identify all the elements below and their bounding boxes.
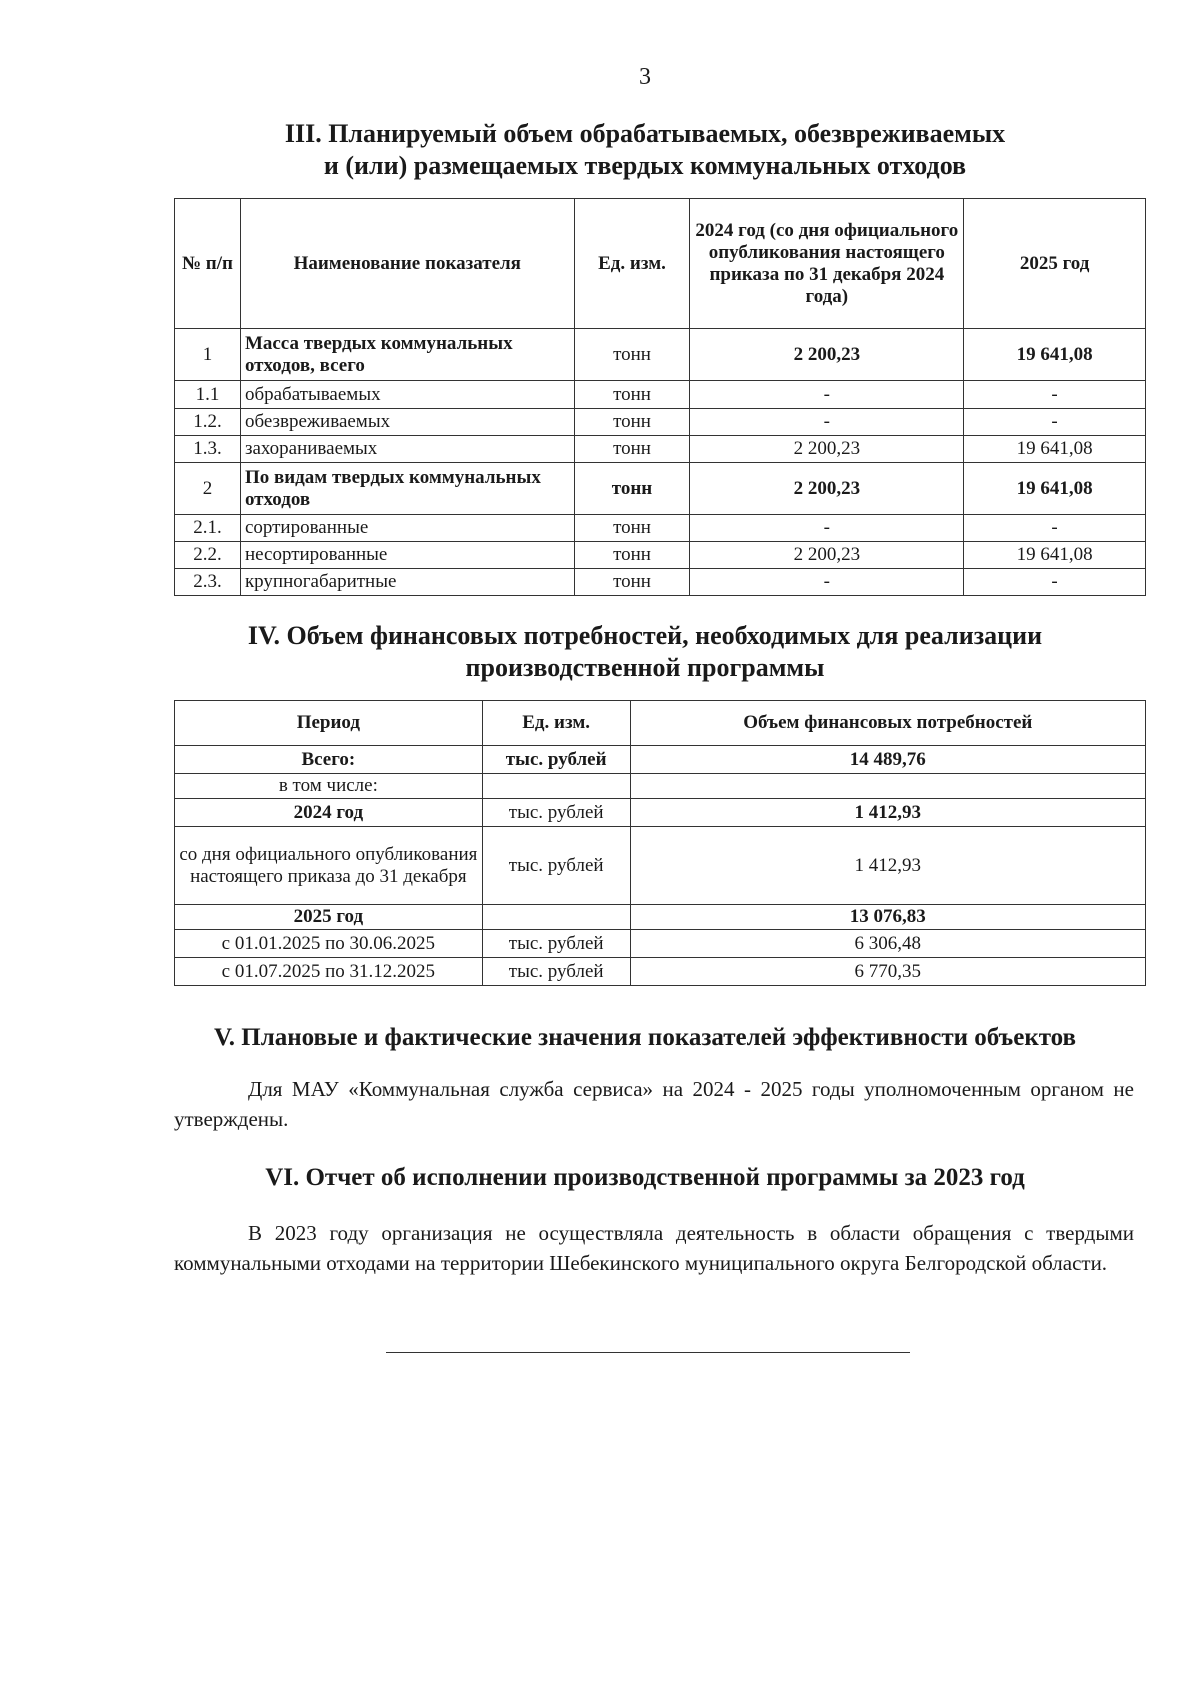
row-volume: 14 489,76 (630, 746, 1145, 774)
row-num: 1.2. (175, 409, 241, 436)
table-row (175, 746, 1146, 774)
row-unit: тонн (574, 542, 690, 569)
row-unit (482, 905, 630, 930)
table-header-row (175, 701, 1146, 746)
table-row (175, 774, 1146, 799)
row-period: 2025 год (175, 905, 483, 930)
row-period: с 01.01.2025 по 30.06.2025 (175, 930, 483, 958)
row-unit: тонн (574, 463, 690, 515)
row-name: Масса твердых коммунальных отходов, всего (240, 329, 574, 381)
table-row (175, 436, 1146, 463)
section5-title: V. Плановые и фактические значения показателей эффективности объектов (213, 1024, 1077, 1051)
row-unit: тонн (574, 569, 690, 596)
row-num: 2.1. (175, 515, 241, 542)
row-value-2024: - (690, 409, 964, 436)
row-value-2025: 19 641,08 (964, 542, 1146, 569)
section4-title-line2: производственной программы (465, 653, 825, 682)
row-volume: 13 076,83 (630, 905, 1145, 930)
table-row (175, 799, 1146, 827)
header-name: Наименование показателя (240, 199, 574, 329)
row-value-2024: - (690, 515, 964, 542)
row-unit: тонн (574, 409, 690, 436)
row-name: обрабатываемых (240, 381, 574, 409)
row-unit: тыс. рублей (482, 827, 630, 905)
table-row (175, 542, 1146, 569)
row-name: По видам твердых коммунальных отходов (240, 463, 574, 515)
row-volume: 6 306,48 (630, 930, 1145, 958)
table-row (175, 463, 1146, 515)
header-period: Период (175, 701, 483, 746)
table-row (175, 958, 1146, 986)
row-value-2025: - (964, 515, 1146, 542)
row-value-2025: - (964, 409, 1146, 436)
row-unit: тонн (574, 436, 690, 463)
section4-title-line1: IV. Объем финансовых потребностей, необходимых для реализации (247, 621, 1043, 650)
section6-title: VI. Отчет об исполнении производственной программы за 2023 год (265, 1164, 1025, 1191)
row-unit: тыс. рублей (482, 799, 630, 827)
row-unit: тонн (574, 329, 690, 381)
row-unit: тонн (574, 381, 690, 409)
table-row (175, 827, 1146, 905)
table-row (175, 905, 1146, 930)
table-row (175, 515, 1146, 542)
row-period: Всего: (175, 746, 483, 774)
row-num: 2.2. (175, 542, 241, 569)
table-header-row (175, 199, 1146, 329)
row-num: 2.3. (175, 569, 241, 596)
row-volume: 6 770,35 (630, 958, 1145, 986)
row-unit: тыс. рублей (482, 930, 630, 958)
row-unit: тыс. рублей (482, 746, 630, 774)
row-volume (630, 774, 1145, 799)
section4-title (0, 620, 1200, 684)
header-unit: Ед. изм. (574, 199, 690, 329)
row-value-2025: - (964, 569, 1146, 596)
end-divider (386, 1352, 910, 1353)
row-name: обезвреживаемых (240, 409, 574, 436)
row-value-2024: 2 200,23 (690, 436, 964, 463)
header-unit: Ед. изм. (482, 701, 630, 746)
waste-volume-table (174, 198, 1146, 596)
row-period: 2024 год (175, 799, 483, 827)
row-value-2025: 19 641,08 (964, 463, 1146, 515)
section5-text: Для МАУ «Коммунальная служба сервиса» на 2024 - 2025 годы уполномоченным органом не утверждены. (174, 1077, 1134, 1131)
row-name: захораниваемых (240, 436, 574, 463)
row-value-2024: - (690, 569, 964, 596)
row-name: сортированные (240, 515, 574, 542)
table-row (175, 569, 1146, 596)
section3-title (0, 118, 1200, 182)
row-volume: 1 412,93 (630, 799, 1145, 827)
header-num: № п/п (175, 199, 241, 329)
row-value-2024: 2 200,23 (690, 329, 964, 381)
header-volume: Объем финансовых потребностей (630, 701, 1145, 746)
row-num: 1 (175, 329, 241, 381)
section6-text: В 2023 году организация не осуществляла деятельность в области обращения с твердыми коммунальными отходами на территории Шебекинского муниципального округа Белгородской области. (174, 1221, 1134, 1275)
row-period: со дня официального опубликования настоящего приказа до 31 декабря (175, 827, 483, 905)
row-name: крупногабаритные (240, 569, 574, 596)
table-row (175, 381, 1146, 409)
row-unit: тонн (574, 515, 690, 542)
row-num: 1.3. (175, 436, 241, 463)
header-2025: 2025 год (964, 199, 1146, 329)
table-row (175, 409, 1146, 436)
page-number: 3 (639, 64, 651, 90)
section3-title-line1: III. Планируемый объем обрабатываемых, обезвреживаемых (284, 119, 1006, 148)
row-num: 1.1 (175, 381, 241, 409)
row-num: 2 (175, 463, 241, 515)
row-period: с 01.07.2025 по 31.12.2025 (175, 958, 483, 986)
row-period: в том числе: (175, 774, 483, 799)
table-row (175, 930, 1146, 958)
row-volume: 1 412,93 (630, 827, 1145, 905)
section3-title-line2: и (или) размещаемых твердых коммунальных отходов (323, 151, 967, 180)
financial-needs-table (174, 700, 1146, 986)
row-value-2025: 19 641,08 (964, 329, 1146, 381)
row-value-2024: - (690, 381, 964, 409)
row-name: несортированные (240, 542, 574, 569)
row-value-2025: - (964, 381, 1146, 409)
row-unit (482, 774, 630, 799)
row-value-2024: 2 200,23 (690, 463, 964, 515)
header-2024: 2024 год (со дня официального опубликования настоящего приказа по 31 декабря 2024 года) (690, 199, 964, 329)
table-row (175, 329, 1146, 381)
row-value-2025: 19 641,08 (964, 436, 1146, 463)
row-value-2024: 2 200,23 (690, 542, 964, 569)
row-unit: тыс. рублей (482, 958, 630, 986)
